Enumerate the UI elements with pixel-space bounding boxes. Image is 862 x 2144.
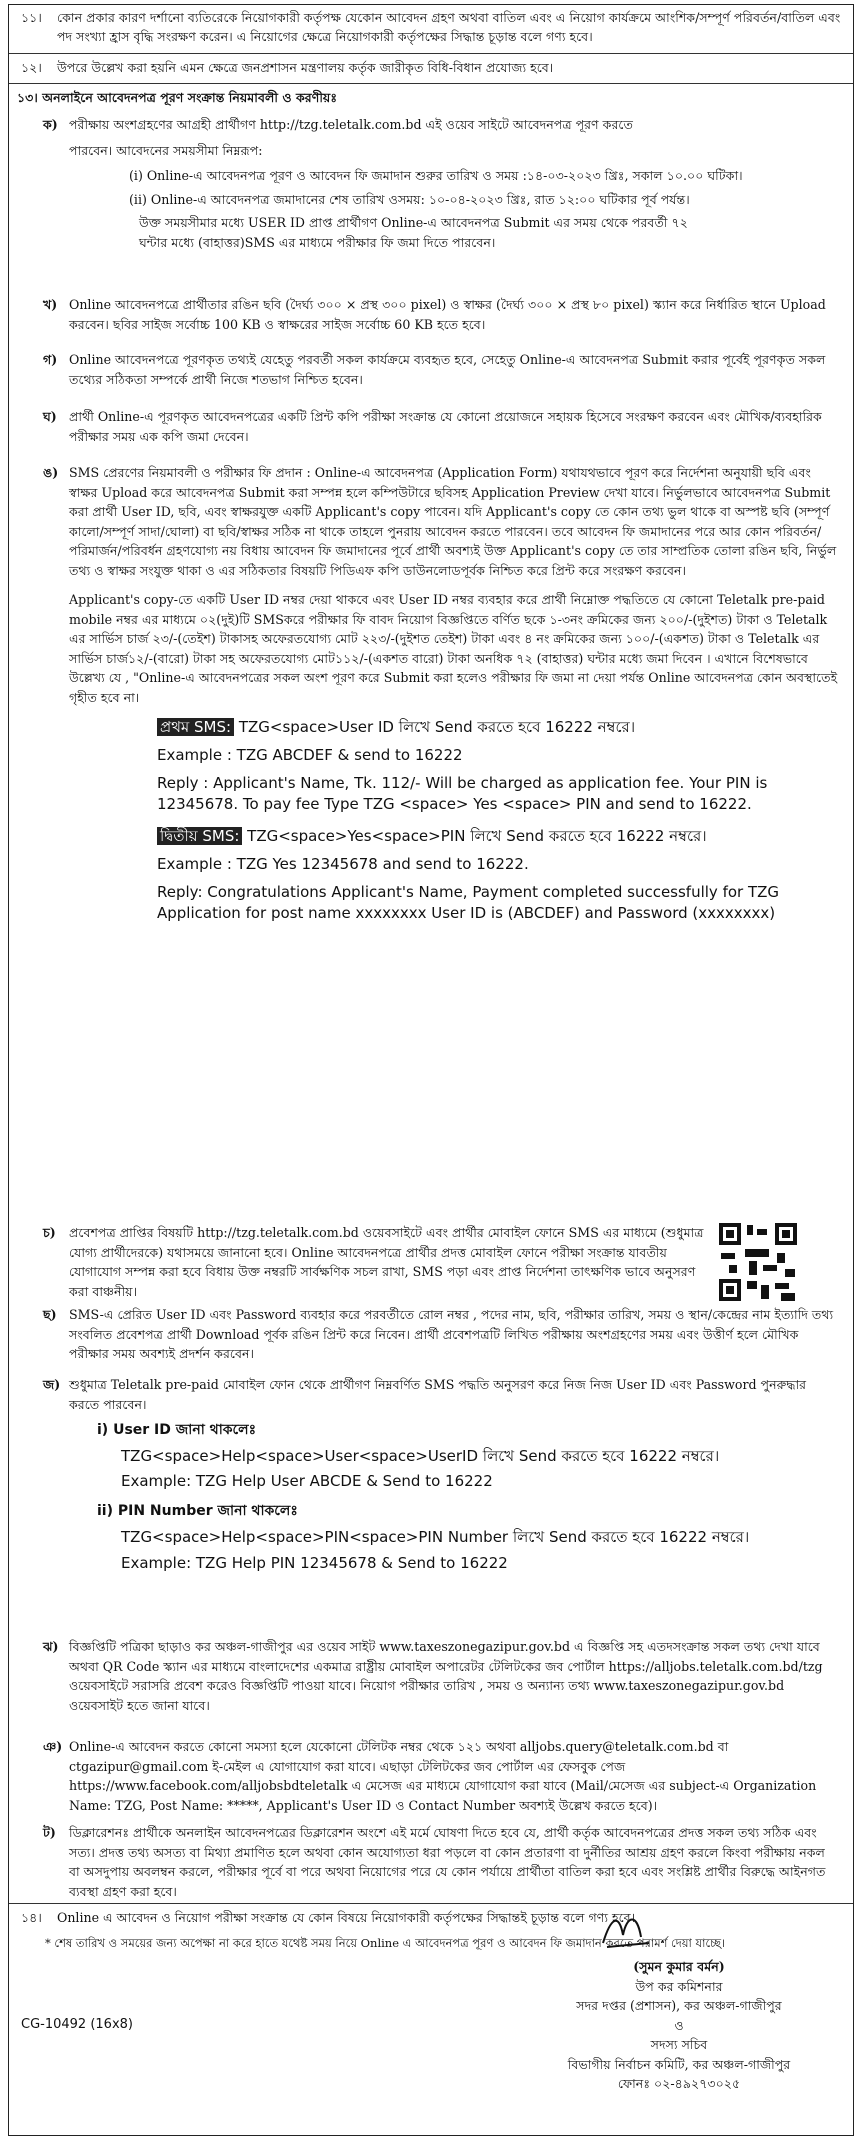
sms-2: [157, 826, 839, 925]
sms-reply: Reply : Applicant's Name, Tk. 112/- Will be charged as application fee. Your PIN is 12345678. To pay fee Type TZG <space> Yes <space> PIN and send to 16222.: [157, 773, 768, 814]
item-text: Online আবেদনপত্রে পূরণকৃত তথ্যই যেহেতু পরবর্তী সকল কার্যক্রমে ব্যবহৃত হবে, সেহেতু Online-এ আবেদনপত্র Submit করার পূর্বেই পূরণকৃত সকল তথ্যের সঠিকতা সম্পর্কে প্রার্থী নিজে শতভাগ নিশ্চিত হবেন।: [69, 352, 826, 387]
clause-number: ১৪।: [21, 1910, 42, 1925]
item-label: ঝ): [43, 1639, 59, 1654]
item-chha: [43, 1305, 839, 1364]
item-text: SMS প্রেরণের নিয়মাবলী ও পরীক্ষার ফি প্রদান : Online-এ আবেদনপত্র (Application Form) যথাযথভাবে পূরণ করে নির্দেশনা অনুযায়ী ছবি এবং স্বাক্ষর Upload করে আবেদনপত্র Submit করা সম্পন্ন হলে কম্পিউটারে ছবিসহ Application Preview দেখা যাবে। নির্ভুলভাবে আবেদনপত্র Submit করা প্রার্থী User ID, ছবি, এবং স্বাক্ষরযুক্ত একটি Applicant's copy পাবেন। যদি Applicant's copy তে কোন তথ্য ভুল থাকে বা অস্পষ্ট ছবি (সম্পূর্ণ কালো/সম্পূর্ণ সাদা/ঘোলা) বা ছবি/স্বাক্ষর সঠিক না থাকে তাহলে পুনরায় আবেদন করতে পারবেন। তবে আবেদন ফি জমাদানের পরে আর কোন পরিবর্তন/পরিমার্জন/পরিবর্ধন গ্রহণযোগ্য নয় বিধায় আবেদন ফি জমাদানের পূর্বে প্রার্থী অবশ্যই উক্ত Applicant's copy তে তার সাম্প্রতিক তোলা রঙিন ছবি, নির্ভুল তথ্য ও স্বাক্ষর সংযুক্ত থাকা ও এর সঠিকতার বিষয়টি পিডিএফ কপি ডাউনলোডপূর্বক নিশ্চিত করে প্রিন্ট করে সংরক্ষণ করবেন।: [69, 465, 837, 578]
divider: [9, 1903, 853, 1904]
item-label: খ): [43, 297, 58, 312]
divider: [9, 53, 853, 54]
schedule-start: (i) Online-এ আবেদনপত্র পূরণ ও আবেদন ফি জমাদান শুরুর তারিখ ও সময় :১৪-০৩-২০২৩ খ্রিঃ, সকাল ১০.০০ ঘটিকা।: [129, 168, 743, 184]
divider: [9, 83, 853, 84]
notice-page: [8, 4, 854, 2136]
sms-example: Example : TZG ABCDEF & send to 16222: [157, 745, 463, 764]
clause-text: Online এ আবেদন ও নিয়োগ পরীক্ষা সংক্রান্ত যে কোন বিষয়ে নিয়োগকারী কর্তৃপক্ষের সিদ্ধান্তই চূড়ান্ত বলে গণ্য হবে।: [57, 1910, 636, 1925]
clause-12: [17, 59, 845, 78]
clause-text: কোন প্রকার কারণ দর্শানো ব্যতিরেকে নিয়োগকারী কর্তৃপক্ষ যেকোন আবেদন গ্রহণ অথবা বাতিল এবং এ নিয়োগ কার্যক্রমে আংশিক/সম্পূর্ণ পরিবর্তন/বাতিল এবং পদ সংখ্যা হ্রাস বৃদ্ধি সংরক্ষণ করেন। এ নিয়োগের ক্ষেত্রে নিয়োগকারী কর্তৃপক্ষের সিদ্ধান্ত চূড়ান্ত বলে গণ্য হবে।: [57, 10, 841, 44]
item-uma: [43, 463, 839, 925]
sms-example: Example : TZG Yes 12345678 and send to 16222.: [157, 854, 529, 873]
item-label: ঙ): [43, 465, 59, 480]
signatory-name: (সুমন কুমার বর্মন): [633, 1959, 725, 1974]
item-text: SMS-এ প্রেরিত User ID এবং Password ব্যবহার করে পরবর্তীতে রোল নম্বর , পদের নাম, ছবি, পরীক্ষার তারিখ, সময় ও স্থান/কেন্দ্রের নাম ইত্যাদি তথ্য সংবলিত প্রবেশপত্র প্রার্থী Download পূর্বক রঙিন প্রিন্ট করে নিবেন। প্রার্থী প্রবেশপত্রটি লিখিত পরীক্ষায় অংশগ্রহণের সময় এবং উত্তীর্ণ হলে মৌখিক পরীক্ষার সময় অবশ্যই প্রদর্শন করবেন।: [69, 1307, 834, 1362]
item-ta: [43, 1823, 839, 1901]
item-ga: [43, 350, 839, 389]
item-ja: [43, 1375, 839, 1574]
item-label: ঞ): [43, 1739, 63, 1754]
clause-number: ১২।: [21, 60, 42, 75]
recovery-user-id-body: TZG<space>Help<space>User<space>UserID লিখে Send করতে হবে 16222 নম্বরে।: [121, 1446, 720, 1465]
item-nya: [43, 1737, 839, 1815]
item-ka: [43, 115, 839, 252]
item-line: পরীক্ষায় অংশগ্রহণের আগ্রহী প্রার্থীগণ http://tzg.teletalk.com.bd এই ওয়েব সাইটে আবেদনপত্র পূরণ করতে: [69, 117, 633, 132]
item-line: উক্ত সময়সীমার মধ্যে USER ID প্রাপ্ত প্রার্থীগণ Online-এ আবেদনপত্র Submit এর সময় থেকে পরবর্তী ৭২: [139, 215, 688, 231]
item-text: প্রবেশপত্র প্রাপ্তির বিষয়টি http://tzg.teletalk.com.bd ওয়েবসাইটে এবং প্রার্থীর মোবাইল ফোনে SMS এর মাধ্যমে (শুধুমাত্র যোগ্য প্রার্থীদেরকে) যথাসময়ে জানানো হবে। Online আবেদনপত্রে প্রার্থীর প্রদত্ত মোবাইল ফোনে পরীক্ষা সংক্রান্ত যাবতীয় যোগাযোগ সম্পন্ন করা হবে বিধায় উক্ত নম্বরটি সার্বক্ষণিক সচল রাখা, SMS পড়া এবং প্রাপ্ত নির্দেশনা তাৎক্ষণিক ভাবে অনুসরণ করা বাঞ্চনীয়।: [69, 1225, 704, 1299]
clause-number: ১১।: [21, 10, 42, 25]
item-label: ক): [43, 117, 58, 132]
signatory-role: সদস্য সচিব: [650, 2037, 708, 2053]
recovery-pin-heading: ii) PIN Number জানা থাকলেঃ: [97, 1503, 298, 1520]
signatory-conj: ও: [674, 2017, 684, 2033]
recovery-pin-body: TZG<space>Help<space>PIN<space>PIN Number লিখে Send করতে হবে 16222 নম্বরে।: [121, 1527, 750, 1546]
sms-body: TZG<space>Yes<space>PIN লিখে Send করতে হবে 16222 নম্বরে।: [242, 827, 707, 846]
sms-heading: প্রথম SMS:: [157, 718, 234, 736]
signatory-title: উপ কর কমিশনার: [635, 1978, 723, 1994]
signature-mark-icon: [597, 1907, 657, 1951]
footnote: * শেষ তারিখ ও সময়ের জন্য অপেক্ষা না করে হাতে যথেষ্ট সময় নিয়ে Online এ আবেদনপত্র পূরণ ও আবেদন ফি জমাদান করতে পরামর্শ দেয়া যাচ্ছে।: [45, 1936, 726, 1950]
item-text: Online-এ আবেদন করতে কোনো সমস্যা হলে যেকোনো টেলিটক নম্বর থেকে ১২১ অথবা alljobs.query@teletalk.com.bd বা ctgazipur@gmail.com ই-মেইল এ যোগাযোগ করা যাবে। এছাড়া টেলিটকের জব পোর্টাল এর ফেসবুক পেজ https://www.facebook.com/alljobsbdteletalk এ মেসেজ এর মাধ্যমে যোগাযোগ করা যাবে (Mail/মেসেজ এর subject-এ Organization Name: TZG, Post Name: *****, Applicant's User ID ও Contact Number অবশ্যই উল্লেখ করতে হবে)।: [69, 1739, 817, 1813]
clause-13-heading: ১৩। অনলাইনে আবেদনপত্র পূরণ সংক্রান্ত নিয়মাবলী ও করণীয়ঃ: [17, 90, 338, 105]
item-text: ডিক্লারেশনঃ প্রার্থীকে অনলাইন আবেদনপত্রের ডিক্লারেশন অংশে এই মর্মে ঘোষণা দিতে হবে যে, প্রার্থী কর্তৃক আবেদনপত্রের প্রদত্ত সকল তথ্য সঠিক এবং সত্য। প্রদত্ত তথ্য অসত্য বা মিথ্যা প্রমাণিত হলে অথবা কোন অযোগ্যতা ধরা পড়লে বা কোন প্রতারণা বা দুর্নীতির আশ্রয় গ্রহণ করলে কিংবা পরীক্ষায় নকল বা অসদুপায় অবলম্বন করলে, পরীক্ষার পূর্বে বা পরে অথবা নিয়োগের পরে যে কোন পর্যায়ে প্রার্থীতা বাতিল করা হবে এবং সংশ্লিষ্ট প্রার্থীর বিরুদ্ধে আইনগত ব্যবস্থা গ্রহণ করা হবে।: [69, 1825, 826, 1899]
recovery-user-id-heading: i) User ID জানা থাকলেঃ: [97, 1422, 257, 1439]
recovery-user-id-example: Example: TZG Help User ABCDE & Send to 16222: [121, 1472, 493, 1491]
sms-1: [157, 717, 839, 816]
item-gha: [43, 407, 839, 446]
item-jha: [43, 1637, 839, 1715]
item-line: ঘন্টার মধ্যে (বাহাত্তর)SMS এর মাধ্যমে পরীক্ষার ফি জমা দিতে পারবেন।: [139, 234, 496, 250]
item-label: ছ): [43, 1307, 57, 1322]
item-label: চ): [43, 1225, 56, 1240]
item-label: জ): [43, 1377, 61, 1392]
sms-body: TZG<space>User ID লিখে Send করতে হবে 16222 নম্বরে।: [234, 718, 636, 737]
clause-text: উপরে উল্লেখ করা হয়নি এমন ক্ষেত্রে জনপ্রশাসন মন্ত্রণালয় কর্তৃক জারীকৃত বিধি-বিধান প্রযোজ্য হবে।: [57, 60, 554, 75]
print-code: CG-10492 (16x8): [21, 2017, 133, 2032]
recovery-pin-example: Example: TZG Help PIN 12345678 & Send to 16222: [121, 1553, 508, 1572]
signatory-phone: ফোনঃ ০২-৪৯২৭৩০২৫: [617, 2076, 741, 2092]
item-label: ট): [43, 1825, 56, 1840]
item-text: শুধুমাত্র Teletalk pre-paid মোবাইল ফোন থেকে প্রার্থীগণ নিম্নবর্ণিত SMS পদ্ধতি অনুসরণ করে নিজ নিজ User ID এবং Password পুনরুদ্ধার করতে পারবেন।: [69, 1377, 807, 1412]
item-text: বিজ্ঞপ্তিটি পত্রিকা ছাড়াও কর অঞ্চল-গাজীপুর এর ওয়েব সাইট www.taxeszonegazipur.gov.bd এ বিজ্ঞপ্তি সহ এতদসংক্রান্ত সকল তথ্য দেখা যাবে অথবা QR Code স্ক্যান এর মাধ্যমে বাংলাদেশের একমাত্র রাষ্ট্রীয় মোবাইল অপারেটর টেলিটকের জব পোর্টাল https://alljobs.teletalk.com.bd/tzg ওয়েবসাইটে সরাসরি প্রবেশ করেও বিজ্ঞপ্তিটি পাওয়া যাবে। নিয়োগ পরীক্ষার তারিখ , সময় ও অন্যান্য তথ্য www.taxeszonegazipur.gov.bd ওয়েবসাইট হতে জানা যাবে।: [69, 1639, 823, 1713]
schedule-end: (ii) Online-এ আবেদনপত্র জমাদানের শেষ তারিখ ওসময়: ১০-০৪-২০২৩ খ্রিঃ, রাত ১২:০০ ঘটিকার পূর্ব পর্যন্ত।: [129, 191, 690, 207]
item-cha: [43, 1223, 713, 1301]
signatory-office: সদর দপ্তর (প্রশাসন), কর অঞ্চল-গাজীপুর: [576, 1998, 782, 2014]
item-text: Applicant's copy-তে একটি User ID নম্বর দেয়া থাকবে এবং User ID নম্বর ব্যবহার করে প্রার্থী নিম্নোক্ত পদ্ধতিতে যে কোনো Teletalk pre-paid mobile নম্বর এর মাধ্যমে ০২(দুই)টি SMSকরে পরীক্ষার ফি বাবদ নিয়োগ বিজ্ঞপ্তিতে বর্ণিত ছকে ১-৩নং ক্রমিকের জন্য ২০০/-(দুইশত) টাকা ও Teletalk এর সার্ভিস চার্জ ২৩/-(তেইশ) টাকাসহ অফেরতযোগ্য মোট ২২৩/-(দুইশত তেইশ) টাকা এবং ৪ নং ক্রমিকের জন্য ১০০/-(একশত) টাকা ও Teletalk এর সার্ভিস চার্জ১২/-(বারো) টাকা সহ অফেরতযোগ্য মোট১১২/-(একশত বারো) টাকা অনধিক ৭২ (বাহাত্তর) ঘন্টার মধ্যে জমা দিবেন । এখানে বিশেষভাবে উল্লেখ্য যে , "Online-এ আবেদনপত্রের সকল অংশ পূরণ করে Submit করা হলেও পরীক্ষার ফি জমা না দেয়া পর্যন্ত Online আবেদনপত্র কোন অবস্থাতেই গৃহীত হবে না।: [69, 592, 838, 705]
item-label: গ): [43, 352, 58, 367]
item-text: Online আবেদনপত্রে প্রার্থীতার রঙিন ছবি (দৈর্ঘ্য ৩০০ × প্রস্থ ৩০০ pixel) ও স্বাক্ষর (দৈর্ঘ্য ৩০০ × প্রস্থ ৮০ pixel) স্ক্যান করে নির্ধারিত স্থানে Upload করবেন। ছবির সাইজ সর্বোচ্চ 100 KB ও স্বাক্ষরের সাইজ সর্বোচ্চ 60 KB হতে হবে।: [69, 297, 826, 332]
clause-11: [17, 9, 845, 47]
qr-code-icon[interactable]: [719, 1223, 797, 1301]
signatory-committee: বিভাগীয় নির্বাচন কমিটি, কর অঞ্চল-গাজীপুর: [567, 2056, 791, 2072]
item-kha: [43, 295, 839, 334]
sms-heading: দ্বিতীয় SMS:: [157, 827, 242, 845]
item-line: পারবেন। আবেদনের সময়সীমা নিম্নরূপ:: [69, 142, 263, 158]
clause-14: [17, 1909, 845, 1928]
signature-block: [549, 1957, 809, 2094]
item-text: প্রার্থী Online-এ পূরণকৃত আবেদনপত্রের একটি প্রিন্ট কপি পরীক্ষা সংক্রান্ত যে কোনো প্রয়োজনে সহায়ক হিসেবে সংরক্ষণ করবেন এবং মৌখিক/ব্যবহারিক পরীক্ষার সময় এক কপি জমা দেবেন।: [69, 409, 822, 444]
item-label: ঘ): [43, 409, 57, 424]
sms-reply: Reply: Congratulations Applicant's Name, Payment completed successfully for TZG Application for post name xxxxxxxx User ID is (ABCDEF) and Password (xxxxxxxx): [157, 882, 780, 923]
